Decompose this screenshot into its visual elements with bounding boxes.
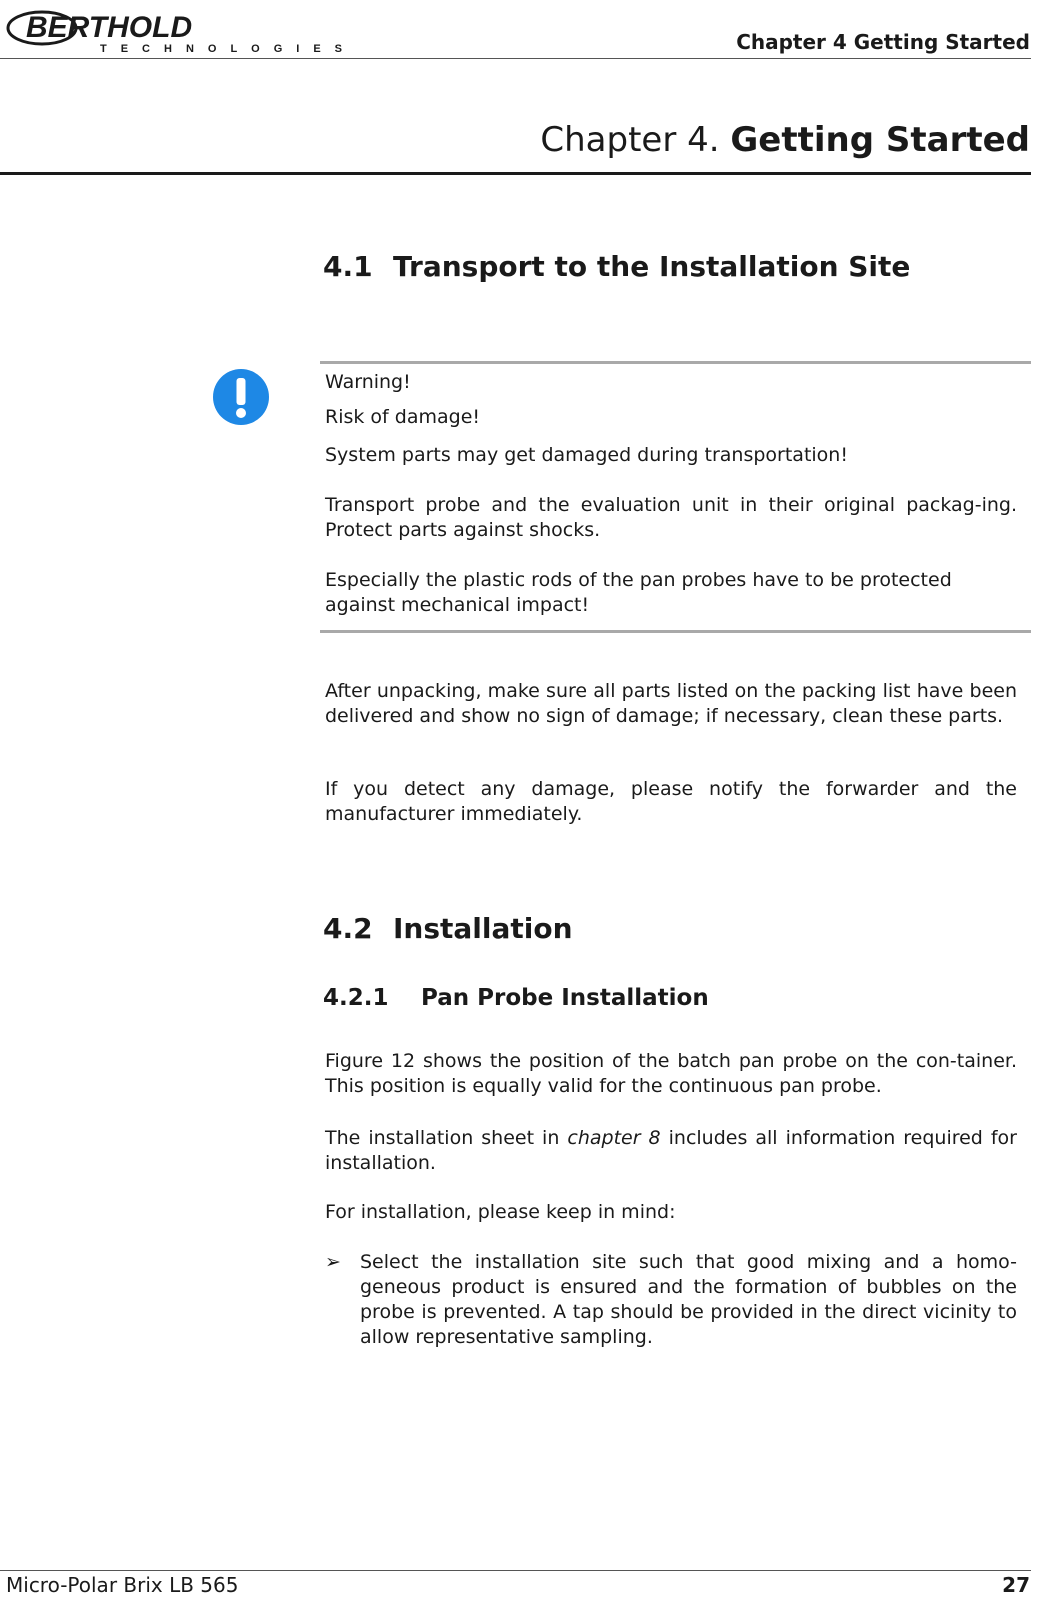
paragraph-installation-sheet [325, 1126, 1017, 1176]
warning-label: Warning! [325, 371, 411, 393]
paragraph-text: The installation sheet in [325, 1127, 568, 1149]
footer-product-name: Micro-Polar Brix LB 565 [6, 1573, 239, 1597]
chapter-number: Chapter 4. [540, 120, 720, 160]
exclamation-icon [213, 369, 269, 425]
chapter-name: Getting Started [730, 120, 1030, 160]
section-title: Installation [393, 912, 573, 945]
logo-wordmark: BERTHOLD [26, 11, 193, 44]
paragraph-damage: If you detect any damage, please notify the forwarder and the manufacturer immediately. [325, 778, 1017, 825]
logo-subtext: TECHNOLOGIES [100, 43, 357, 55]
bullet-item: Select the installation site such that good mixing and a homo-geneous product is ensured and the formation of bubbles on the probe is prevented. A tap should be provided in the direct vicinity to allow representative sampling. [360, 1251, 1017, 1348]
paragraph-keep-in-mind: For installation, please keep in mind: [325, 1201, 676, 1223]
berthold-logo [4, 6, 357, 56]
section-number: 4.1 [323, 250, 373, 283]
chapter-title [540, 120, 1030, 160]
warning-bottom-rule [320, 630, 1031, 633]
paragraph-unpacking: After unpacking, make sure all parts listed on the packing list have been delivered and show no sign of damage; if necessary, clean these parts. [325, 680, 1017, 727]
warning-note: Especially the plastic rods of the pan probes have to be protected against mechanical impact! [325, 569, 952, 616]
chapter-8-reference: chapter 8 [567, 1127, 661, 1149]
subsection-title: Pan Probe Installation [421, 985, 709, 1011]
warning-instruction: Transport probe and the evaluation unit in their original packag-ing. Protect parts against shocks. [325, 494, 1017, 541]
paragraph-figure-12: Figure 12 shows the position of the batch pan probe on the con-tainer. This position is equally valid for the continuous pan probe. [325, 1050, 1017, 1097]
section-heading-4-1 [323, 250, 910, 283]
warning-risk: Risk of damage! [325, 406, 480, 428]
section-number: 4.2 [323, 912, 373, 945]
subsection-number: 4.2.1 [323, 985, 389, 1011]
section-title: Transport to the Installation Site [393, 250, 911, 283]
running-header-title: Chapter 4 Getting Started [736, 30, 1030, 54]
section-heading-4-2 [323, 912, 573, 945]
chapter-rule [0, 172, 1031, 175]
warning-top-rule [320, 361, 1031, 364]
header-rule [0, 58, 1031, 59]
subsection-heading-4-2-1 [323, 985, 709, 1011]
paragraph-text: includes all information required for installation. [325, 1127, 1017, 1174]
arrow-bullet-icon: ➢ [325, 1251, 341, 1273]
page-number: 27 [1002, 1573, 1030, 1597]
footer-rule [0, 1570, 1031, 1571]
warning-cause: System parts may get damaged during transportation! [325, 444, 848, 466]
